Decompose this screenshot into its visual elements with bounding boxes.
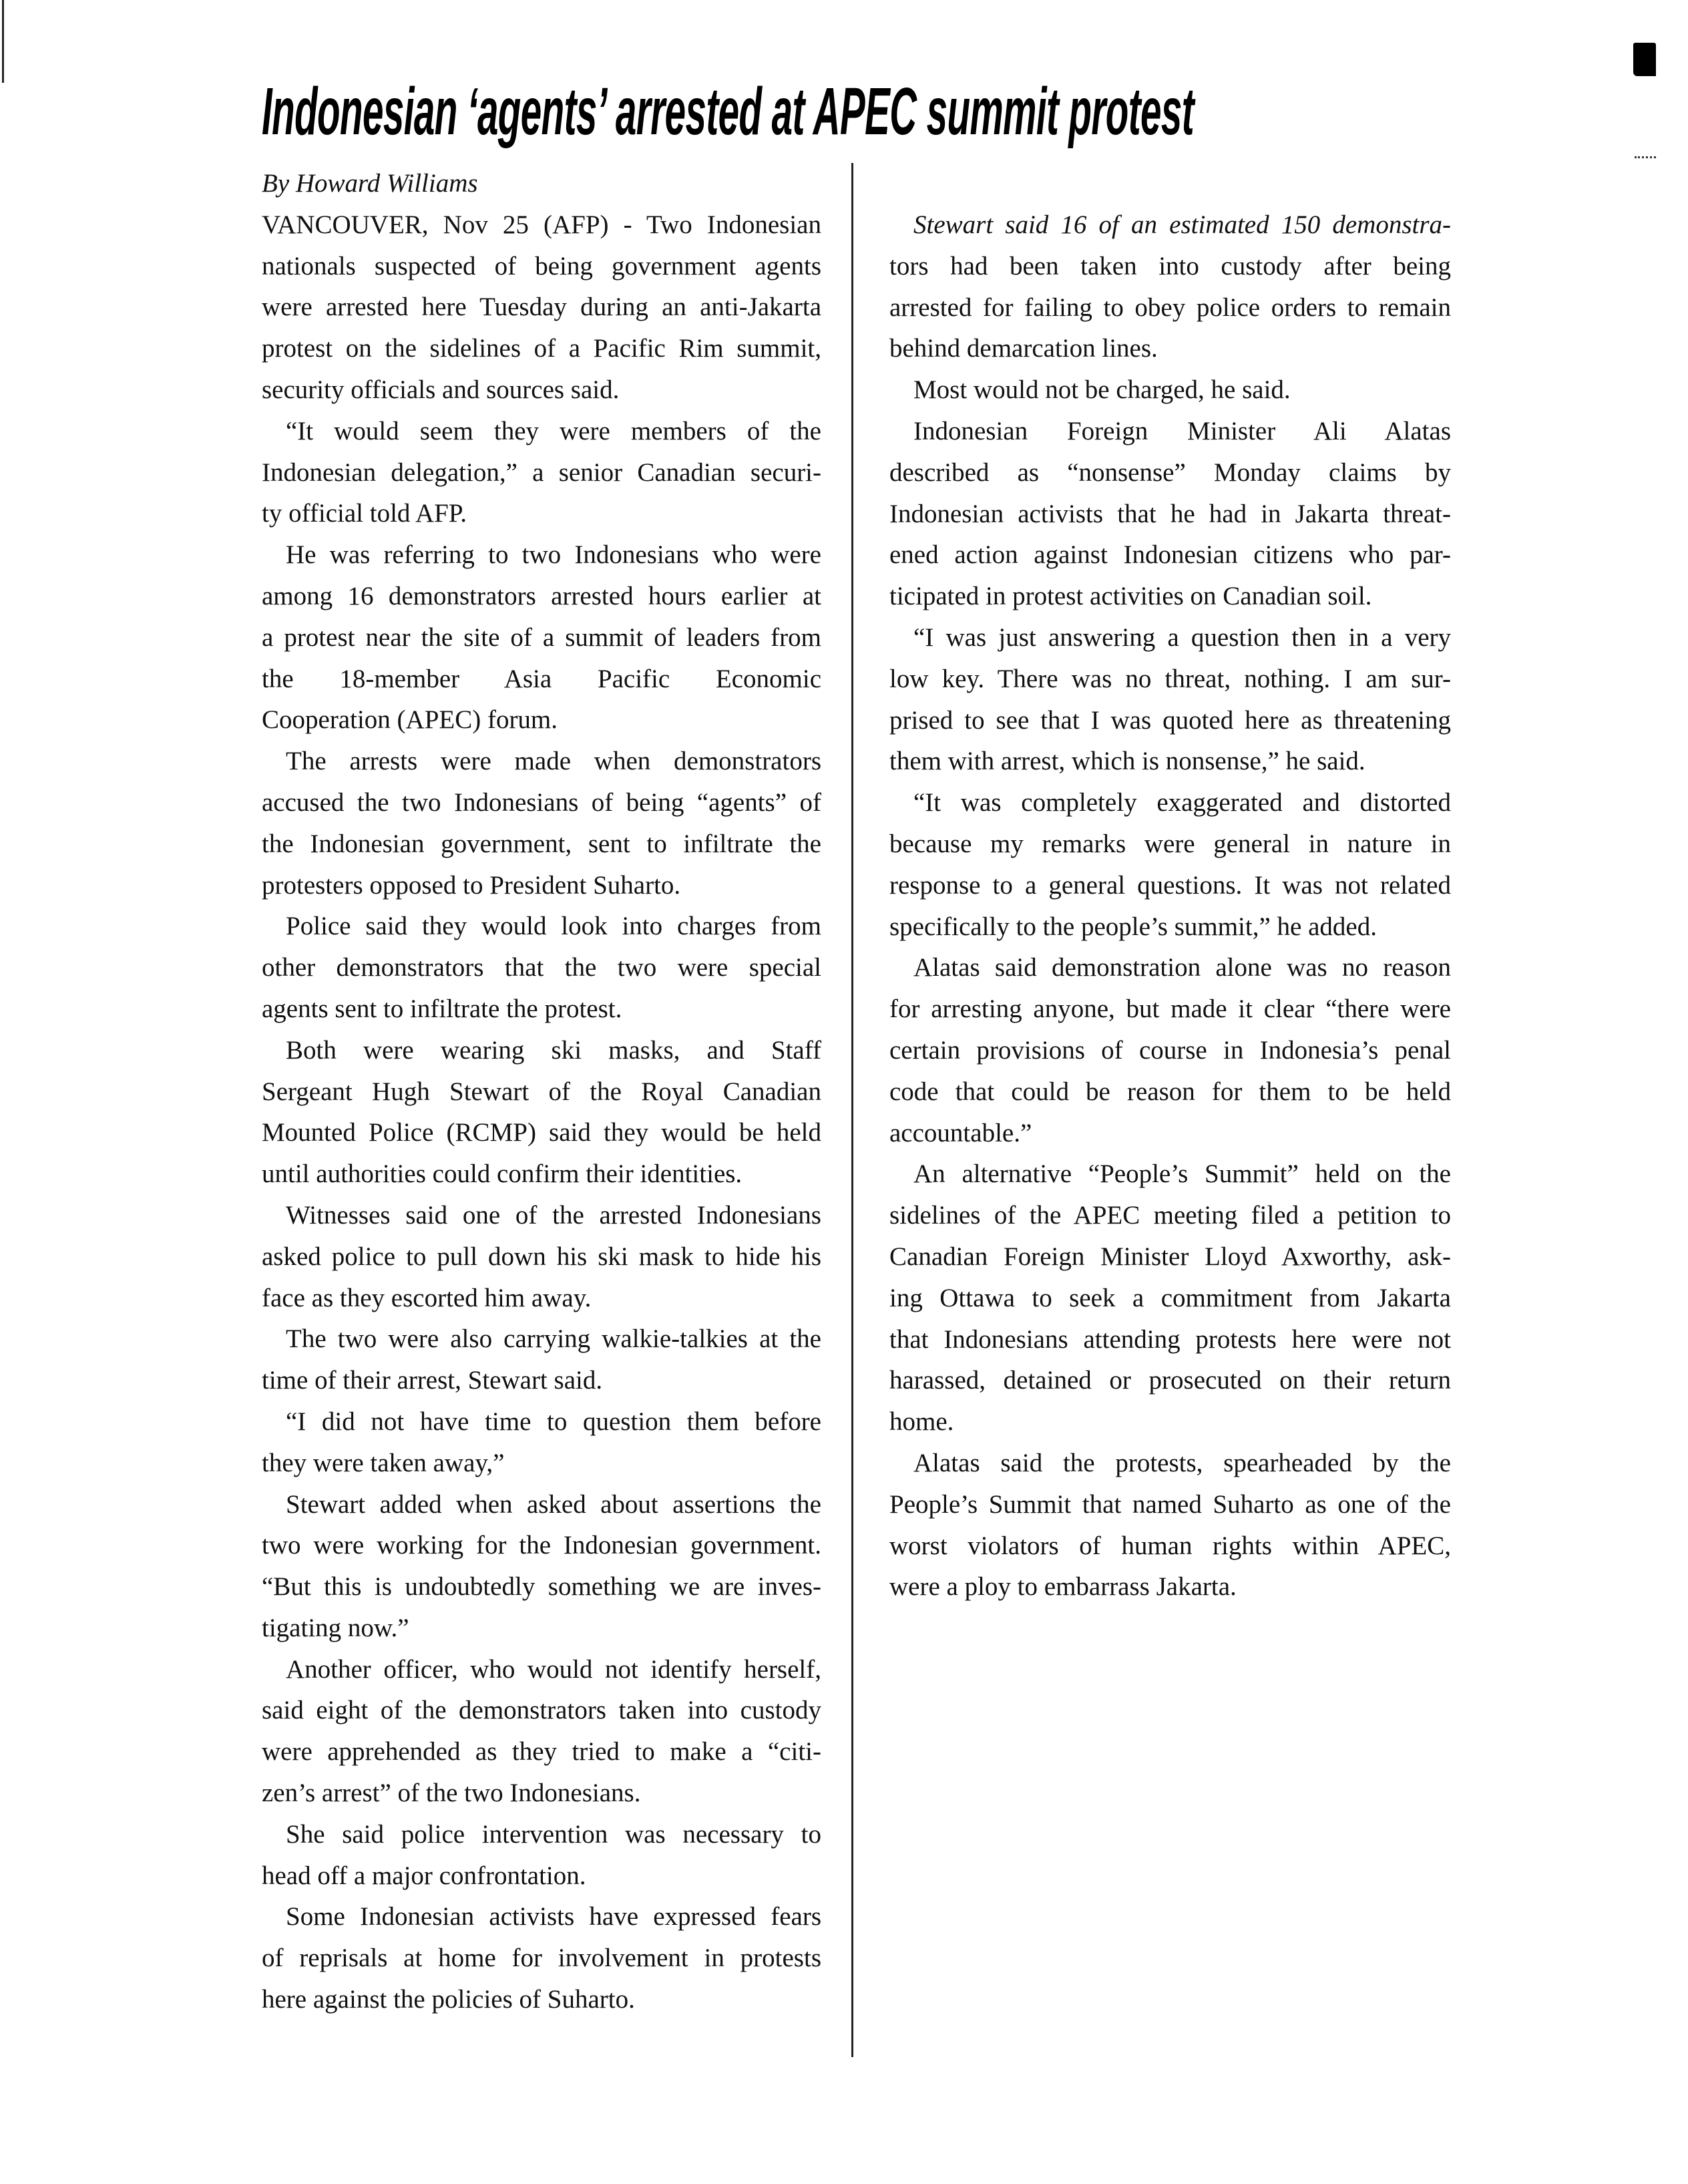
text-line: security officials and sources said. <box>262 375 620 404</box>
text-line: People’s Summit that named Suharto as one of the <box>889 1489 1451 1519</box>
text-line: other demonstrators that the two were special <box>262 953 821 982</box>
text-line: Most would not be charged, he said. <box>913 375 1291 405</box>
text-line: Cooperation (APEC) forum. <box>262 705 558 735</box>
paragraph <box>889 947 1451 1153</box>
text-line: asked police to pull down his ski mask to hide his <box>262 1242 821 1271</box>
text-line: worst violators of human rights within APEC, <box>889 1531 1451 1560</box>
article-column-right <box>889 204 1451 1608</box>
text-line: ened action against Indonesian citizens who par- <box>889 540 1451 570</box>
text-line: until authorities could confirm their identities. <box>262 1159 743 1189</box>
text-line: of reprisals at home for involvement in protests <box>262 1944 821 1973</box>
paragraph <box>889 204 1451 369</box>
text-line: ticipated in protest activities on Canadian soil. <box>889 582 1372 611</box>
text-line: She said police intervention was necessary to <box>286 1819 821 1849</box>
text-line: “I was just answering a question then in a very <box>913 622 1451 652</box>
text-line: response to a general questions. It was not related <box>889 870 1451 900</box>
text-line: Stewart said 16 of an estimated 150 demonstra- <box>913 210 1451 239</box>
text-line: Some Indonesian activists have expressed fears <box>286 1902 821 1932</box>
text-line: were apprehended as they tried to make a “citi- <box>262 1737 821 1767</box>
paragraph <box>262 204 821 411</box>
text-line: home. <box>889 1407 954 1437</box>
paragraph <box>262 534 821 741</box>
article-column-left <box>262 163 821 2020</box>
text-line: sidelines of the APEC meeting filed a petition to <box>889 1201 1451 1230</box>
paragraph <box>262 411 821 534</box>
text-line: time of their arrest, Stewart said. <box>262 1366 603 1395</box>
paragraph <box>889 782 1451 947</box>
text-line: Police said they would look into charges from <box>286 912 821 941</box>
text-line: Indonesian delegation,” a senior Canadian securi- <box>262 458 821 487</box>
paragraph <box>889 617 1451 782</box>
text-line: behind demarcation lines. <box>889 334 1158 363</box>
text-line: said eight of the demonstrators taken into custody <box>262 1696 821 1725</box>
text-line: Indonesian activists that he had in Jakarta threat- <box>889 499 1451 528</box>
text-line: the Indonesian government, sent to infiltrate the <box>262 829 821 858</box>
text-line: accountable.” <box>889 1118 1032 1147</box>
headline: Indonesian ‘agents’ arrested at APEC summit protest <box>262 74 1194 149</box>
text-line: that Indonesians attending protests here were not <box>889 1324 1451 1354</box>
text-line: ing Ottawa to seek a commitment from Jakarta <box>889 1283 1451 1312</box>
text-line: “But this is undoubtedly something we are inves- <box>262 1572 821 1602</box>
text-line: certain provisions of course in Indonesia’s penal <box>889 1035 1451 1065</box>
text-line: here against the policies of Suharto. <box>262 1985 635 2014</box>
text-line: zen’s arrest” of the two Indonesians. <box>262 1779 641 1808</box>
paragraph <box>262 1195 821 1318</box>
text-line: “I did not have time to question them before <box>286 1407 821 1436</box>
paragraph <box>889 411 1451 617</box>
text-line: Alatas said demonstration alone was no reason <box>913 953 1451 982</box>
text-line: ty official told AFP. <box>262 499 467 528</box>
text-line: Stewart added when asked about assertions the <box>286 1489 821 1519</box>
text-line: for arresting anyone, but made it clear “there were <box>889 994 1451 1024</box>
text-line: Witnesses said one of the arrested Indonesians <box>286 1200 821 1230</box>
text-line: accused the two Indonesians of being “agents” of <box>262 787 821 817</box>
text-line: protest on the sidelines of a Pacific Rim summit, <box>262 334 821 363</box>
text-line: He was referring to two Indonesians who were <box>286 540 821 570</box>
paragraph <box>889 1153 1451 1443</box>
paragraph <box>889 1443 1451 1608</box>
text-line: them with arrest, which is nonsense,” he said. <box>889 747 1365 776</box>
text-line: protesters opposed to President Suharto. <box>262 870 681 900</box>
paragraph <box>262 1896 821 2020</box>
text-line: agents sent to infiltrate the protest. <box>262 994 622 1023</box>
text-line: low key. There was no threat, nothing. I am sur- <box>889 664 1451 693</box>
text-line: Alatas said the protests, spearheaded by the <box>913 1448 1451 1477</box>
text-line: Another officer, who would not identify herself, <box>286 1654 821 1684</box>
text-line: the 18-member Asia Pacific Economic <box>262 664 821 693</box>
paragraph <box>262 1484 821 1649</box>
text-line: among 16 demonstrators arrested hours earlier at <box>262 581 821 610</box>
scan-edge-line <box>2 0 4 83</box>
text-line: harassed, detained or prosecuted on their return <box>889 1366 1451 1395</box>
text-line: were arrested here Tuesday during an anti-Jakarta <box>262 293 821 322</box>
paragraph <box>262 1030 821 1195</box>
paragraph <box>889 369 1451 411</box>
text-line: Both were wearing ski masks, and Staff <box>286 1035 821 1065</box>
text-line: Sergeant Hugh Stewart of the Royal Canadian <box>262 1077 821 1106</box>
text-line: they were taken away,” <box>262 1448 505 1477</box>
byline: By Howard Williams <box>262 169 478 198</box>
text-line: head off a major confrontation. <box>262 1861 586 1890</box>
registration-mark <box>1633 43 1656 76</box>
text-line: VANCOUVER, Nov 25 (AFP) - Two Indonesian <box>262 210 821 239</box>
text-line: face as they escorted him away. <box>262 1283 592 1312</box>
text-line: Canadian Foreign Minister Lloyd Axworthy, ask- <box>889 1242 1451 1271</box>
text-line: tors had been taken into custody after being <box>889 251 1451 281</box>
text-line: An alternative “People’s Summit” held on the <box>913 1159 1451 1189</box>
text-line: Mounted Police (RCMP) said they would be held <box>262 1118 821 1147</box>
text-line: tigating now.” <box>262 1613 409 1642</box>
text-line: described as “nonsense” Monday claims by <box>889 458 1451 487</box>
paragraph <box>262 1401 821 1484</box>
text-line: were a ploy to embarrass Jakarta. <box>889 1572 1237 1602</box>
text-line: “It would seem they were members of the <box>286 416 821 445</box>
text-line: two were working for the Indonesian government. <box>262 1531 821 1560</box>
text-line: arrested for failing to obey police orders to remain <box>889 293 1451 322</box>
text-line: The two were also carrying walkie-talkies at the <box>286 1324 821 1354</box>
text-line: code that could be reason for them to be held <box>889 1077 1451 1106</box>
paragraph <box>262 1814 821 1897</box>
text-line: The arrests were made when demonstrators <box>286 747 821 776</box>
text-line: Indonesian Foreign Minister Ali Alatas <box>913 416 1451 445</box>
text-line: prised to see that I was quoted here as threatening <box>889 705 1451 735</box>
paragraph <box>262 741 821 906</box>
text-line: because my remarks were general in nature in <box>889 829 1451 858</box>
text-line: a protest near the site of a summit of leaders from <box>262 622 821 652</box>
text-line: nationals suspected of being government agents <box>262 251 821 281</box>
paragraph <box>262 1318 821 1401</box>
paragraph <box>262 1649 821 1814</box>
scan-dots <box>1635 156 1656 160</box>
text-line: specifically to the people’s summit,” he added. <box>889 912 1377 941</box>
text-line: “It was completely exaggerated and distorted <box>913 788 1451 817</box>
paragraph <box>262 906 821 1029</box>
column-divider <box>851 163 853 2057</box>
